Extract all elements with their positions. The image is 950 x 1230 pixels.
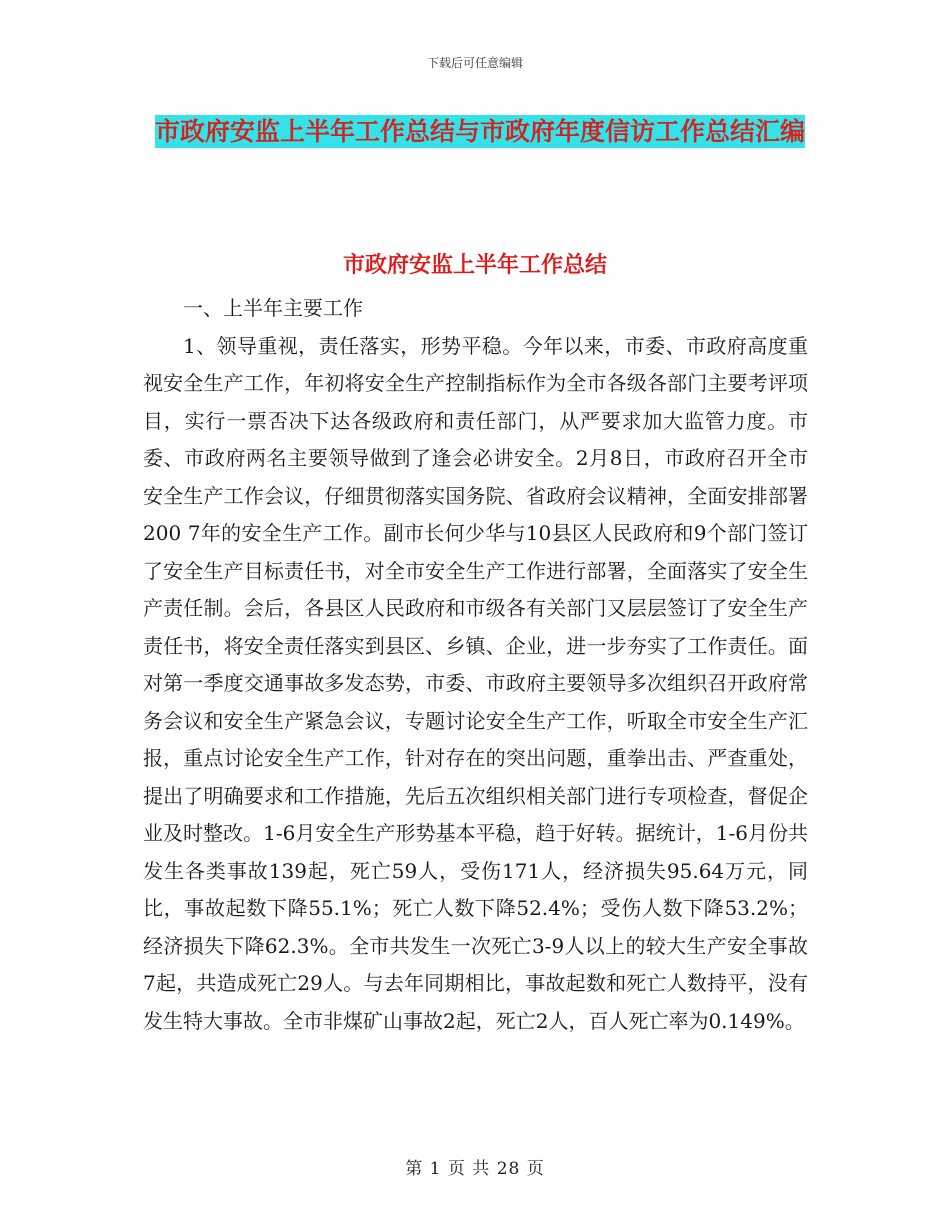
section-title: 市政府安监上半年工作总结 — [342, 253, 607, 278]
page-header-note: 下载后可任意编辑 — [426, 56, 523, 70]
document-title-text: 市政府安监上半年工作总结与市政府年度信访工作总结汇编 — [154, 117, 805, 146]
heading-main-work: 一、上半年主要工作 — [183, 296, 363, 320]
document-body — [143, 290, 808, 1040]
page-footer: 第 1 页 共 28 页 — [405, 1159, 545, 1179]
document-title — [150, 110, 810, 154]
paragraph-1: 1、领导重视，责任落实，形势平稳。今年以来，市委、市政府高度重视安全生产工作，年初将安全生产控制指标作为全市各级各部门主要考评项目，实行一票否决下达各级政府和责任部门，从严要求加大监管力度。市委、市政府两名主要领导做到了逢会必讲安全。2月8日，市政府召开全市安全生产工作会议，仔细贯彻落实国务院、省政府会议精神，全面安排部署200 7年的安全生产工作。副市长何少华与10县区人民政府和9个部门签订了安全生产目标责任书，对全市安全生产工作进行部署，全面落实了安全生产责任制。会后，各县区人民政府和市级各有关部门又层层签订了安全生产责任书，将安全责任落实到县区、乡镇、企业，进一步夯实了工作责任。面对第一季度交通事故多发态势，市委、市政府主要领导多次组织召开政府常务会议和安全生产紧急会议，专题讨论安全生产工作，听取全市安全生产汇报，重点讨论安全生产工作，针对存在的突出问题，重拳出击、严查重处，提出了明确要求和工作措施，先后五次组织相关部门进行专项检查，督促企业及时整改。1-6月安全生产形势基本平稳，趋于好转。据统计，1-6月份共发生各类事故139起，死亡59人，受伤171人，经济损失95.64万元，同比，事故起数下降55.1%；死亡人数下降52.4%；受伤人数下降53.2%；经济损失下降62.3%。全市共发生一次死亡3-9人以上的较大生产安全事故7起，共造成死亡29人。与去年同期相比，事故起数和死亡人数持平，没有发生特大事故。全市非煤矿山事故2起，死亡2人，百人死亡率为0.149%。 — [143, 333, 808, 1033]
